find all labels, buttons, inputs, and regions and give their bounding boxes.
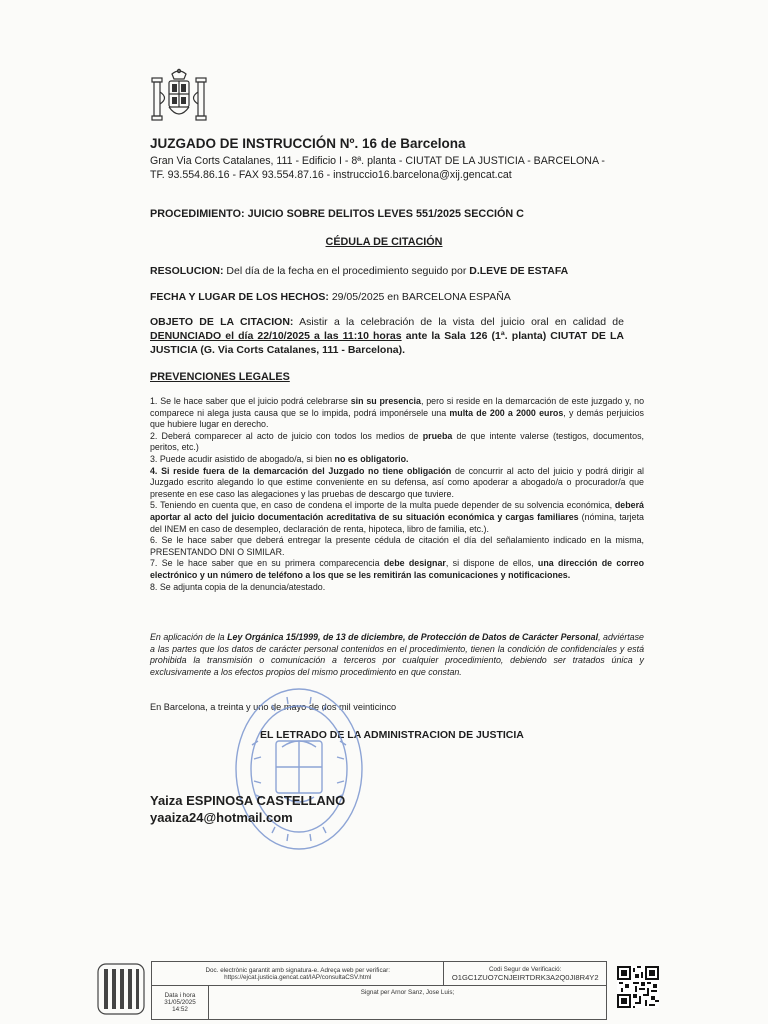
- doc-verify-cell: [152, 962, 444, 986]
- verification-table: [151, 961, 607, 1020]
- official-stamp-icon: [232, 685, 366, 853]
- prevencion-item-1: [150, 396, 644, 431]
- doc-verify-label: Doc. electrònic garantit amb signatura-e. Adreça web per verificar:: [205, 966, 390, 974]
- prevencion-text: 5. Teniendo en cuenta que, en caso de condena el importe de la multa puede depender de su solvencia económica,: [150, 500, 615, 511]
- prevencion-bold: multa de 200 a 2000 euros: [449, 407, 564, 418]
- prevencion-item-7: [150, 558, 644, 581]
- signed-by-cell: [209, 986, 607, 1020]
- prevencion-text: 7. Se le hace saber que en su primera comparecencia: [150, 558, 384, 569]
- prevencion-item-8: 8. Se adjunta copia de la denuncia/atestado.: [150, 581, 326, 592]
- handwritten-name: Yaiza ESPINOSA CASTELLANO: [150, 793, 346, 808]
- signer-role: EL LETRADO DE LA ADMINISTRACION DE JUSTICIA: [260, 729, 524, 741]
- date-cell: [152, 986, 209, 1020]
- date-value: 31/05/2025: [164, 999, 196, 1006]
- objeto-date: DENUNCIADO el día 22/10/2025 a las 11:10 horas: [150, 330, 402, 342]
- csv-label: Codi Segur de Verificació:: [488, 965, 562, 973]
- court-address-line-1: Gran Via Corts Catalanes, 111 - Edificio I - 8ª. planta - CIUTAT DE LA JUSTICIA - BARCELONA -: [150, 155, 605, 167]
- handwritten-email: yaaiza24@hotmail.com: [150, 810, 293, 825]
- prevencion-item-2: [150, 431, 644, 454]
- hechos-label: FECHA Y LUGAR DE LOS HECHOS:: [150, 291, 329, 303]
- document-title-text: CÉDULA DE CITACIÓN: [325, 236, 443, 248]
- prevencion-text: , y demás perjuicios que hubiere lugar en derecho.: [150, 407, 644, 430]
- data-protection-notice: [150, 632, 644, 678]
- resolucion-text: Del día de la fecha en el procedimiento seguido por: [223, 265, 470, 277]
- court-title: JUZGADO DE INSTRUCCIÓN Nº. 16 de Barcelona: [150, 136, 466, 151]
- prevencion-bold: una dirección de correo electrónico y un número de teléfono a los que se les remitirán las comunicaciones y notificaciones.: [150, 558, 644, 580]
- objeto-label: OBJETO DE LA CITACION:: [150, 316, 294, 328]
- prevencion-bold: no es obligatorio.: [334, 453, 409, 464]
- document-title: [0, 236, 768, 248]
- procedure-heading: PROCEDIMIENTO: JUICIO SOBRE DELITOS LEVES 551/2025 SECCIÓN C: [150, 208, 524, 220]
- hechos-paragraph: [150, 290, 624, 304]
- prevencion-item-5: [150, 500, 644, 535]
- prevencion-text: de concurrir al acto del juicio y podrá dirigir al Juzgado escrito alegando lo que estime conveniente en su defensa, así como apoderar a abogado/a o procurador/a que presente en ese caso las alegaciones y las pruebas de descargo que tuviere.: [150, 465, 644, 499]
- prevencion-text: , pero si reside en la demarcación de este juzgado y, no comparece ni alega justa causa que se lo impida, podrá imponérsele una: [150, 396, 645, 418]
- objeto-location: ante la Sala 126 (1ª. planta) CIUTAT DE LA JUSTICIA (G. Via Corts Catalanes, 111 - Barcelona).: [150, 330, 624, 356]
- csv-code: O1GC1ZUO7CNJEIRTDRK3A2Q0JI8R4Y2: [451, 972, 599, 982]
- resolucion-offense: D.LEVE DE ESTAFA: [469, 265, 569, 277]
- csv-cell: [444, 962, 607, 986]
- prevencion-item-6: 6. Se le hace saber que deberá entregar la presente cédula de citación el día del señalamiento indicado en la misma, PRESENTANDO DNI O SIMILAR.: [150, 535, 644, 557]
- prevencion-text: 2. Deberá comparecer al acto de juicio con todos los medios de: [150, 430, 423, 441]
- prevencion-bold: sin su presencia: [350, 396, 421, 406]
- lopd-text: , adviértase a las partes que los datos de carácter personal contenidos en el procedimiento, tienen la condición de confidenciales y está prohibida la transmisión o comunicación a terceros por cualquier procedimiento, debiendo ser tratados única y exclusivamente a los efectos propios del mismo procedimiento en que constan.: [150, 632, 644, 677]
- prevencion-bold: 4. Si reside fuera de la demarcación del Juzgado no tiene obligación: [150, 465, 452, 476]
- objeto-paragraph: [150, 315, 624, 357]
- prevencion-text: (nómina, tarjeta del INEM en caso de desempleo, declaración de renta, hipoteca, libro de familia, etc.).: [150, 511, 644, 534]
- prevencion-text: 3. Puede acudir asistido de abogado/a, si bien: [150, 453, 335, 464]
- prevencion-text: de que intente valerse (testigos, documentos, peritos, etc.): [150, 430, 644, 453]
- prevencion-text: , si dispone de ellos,: [445, 558, 538, 569]
- date-label: Data i hora: [164, 992, 196, 999]
- prevencion-item-4: [150, 466, 644, 501]
- prevenciones-list: [150, 396, 644, 593]
- lopd-law: Ley Orgánica 15/1999, de 13 de diciembre, de Protección de Datos de Carácter Personal: [227, 632, 599, 642]
- resolucion-label: RESOLUCION:: [150, 265, 224, 277]
- place-and-date: En Barcelona, a treinta y uno de mayo de dos mil veinticinco: [150, 702, 397, 712]
- resolucion-paragraph: [150, 264, 624, 278]
- objeto-text: Asistir a la celebración de la vista del juicio oral en calidad de: [293, 316, 624, 328]
- court-address: [150, 154, 630, 182]
- prevencion-text: 1. Se le hace saber que el juicio podrá celebrarse: [150, 396, 351, 406]
- lopd-text: En aplicación de la: [150, 632, 228, 642]
- prevencion-bold: deberá aportar al acto del juicio documentación acreditativa de su situación económica y cargas familiares: [150, 500, 644, 522]
- prevencion-bold: prueba: [422, 430, 453, 441]
- hechos-text: 29/05/2025 en BARCELONA ESPAÑA: [328, 291, 511, 303]
- prevenciones-heading: PREVENCIONES LEGALES: [150, 371, 290, 383]
- generalitat-logo-icon: [97, 963, 145, 1015]
- prevencion-bold: debe designar: [383, 558, 446, 569]
- court-address-line-2: TF. 93.554.86.16 - FAX 93.554.87.16 - instruccio16.barcelona@xij.gencat.cat: [150, 169, 512, 181]
- time-value: 14:52: [172, 1006, 188, 1013]
- prevencion-item-3: [150, 454, 644, 466]
- doc-verify-url: https://ejcat.justicia.gencat.cat/IAP/consultaCSV.html: [224, 973, 372, 981]
- qr-code-icon: [617, 966, 659, 1008]
- signed-by: Signat per Arnor Sanz, Jose Luis;: [360, 989, 455, 996]
- spain-coat-of-arms-icon: [150, 68, 208, 130]
